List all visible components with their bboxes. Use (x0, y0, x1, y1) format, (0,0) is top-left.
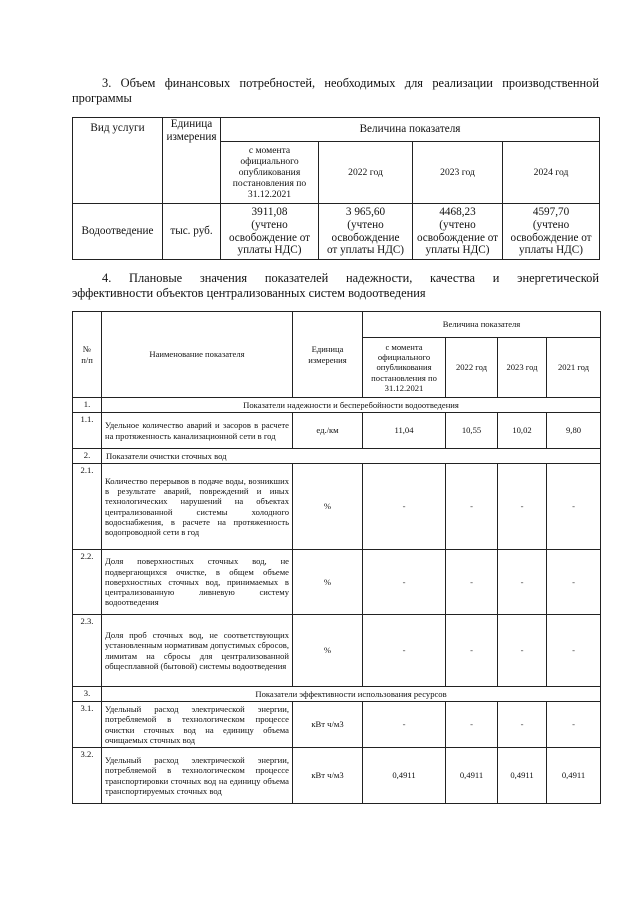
header-year-2023: 2023 год (413, 142, 503, 204)
row-num: 2.3. (73, 615, 102, 687)
cell-2023: - (498, 464, 547, 550)
group-num: 3. (73, 687, 102, 702)
header-indicator-name: Наименование показателя (102, 312, 293, 398)
row-unit: кВт ч/м3 (293, 702, 363, 748)
cell-2023: 0,4911 (498, 748, 547, 804)
group-row (73, 398, 601, 413)
cell-2021: - (547, 550, 601, 615)
cell-from-publication: 3911,08 (учтено освобождение от уплаты НДС) (221, 204, 319, 260)
row-unit: % (293, 464, 363, 550)
row-unit: % (293, 615, 363, 687)
row-num: 1.1. (73, 413, 102, 449)
row-indicator-name: Количество перерывов в подаче воды, возникших в результате аварий, повреждений и иных технологических нарушений на объектах централизованной системы холодного водоснабжения, в расчете на протяженность водопроводной сети в год (102, 464, 293, 550)
row-indicator-name: Удельное количество аварий и засоров в расчете на протяженность канализационной сети в год (102, 413, 293, 449)
cell-2023: 10,02 (498, 413, 547, 449)
cell-2022: - (446, 550, 498, 615)
cell-2021: - (547, 464, 601, 550)
cell-2023: 4468,23 (учтено освобождение от уплаты НДС) (413, 204, 503, 260)
header-from-publication: с момента официального опубликования постановления по 31.12.2021 (221, 142, 319, 204)
group-num: 1. (73, 398, 102, 413)
cell-2022: 3 965,60 (учтено освобождение от уплаты НДС) (319, 204, 413, 260)
table-row (73, 748, 601, 804)
row-num: 2.1. (73, 464, 102, 550)
header-year-2022: 2022 год (446, 338, 498, 398)
table-row (73, 464, 601, 550)
row-indicator-name: Доля проб сточных вод, не соответствующих установленным нормативам допустимых сбросов, лимитам на сбросы для централизованной общесплавной (бытовой) системы водоотведения (102, 615, 293, 687)
cell-2022: - (446, 615, 498, 687)
row-num: 3.1. (73, 702, 102, 748)
indicators-table (72, 311, 601, 804)
cell-2024: 4597,70 (учтено освобождение от уплаты НДС) (503, 204, 600, 260)
cell-from-publication: - (363, 464, 446, 550)
section-3-title-line-1: 3. Объем финансовых потребностей, необходимых для реализации производственной (102, 76, 599, 90)
header-num: № п/п (73, 312, 102, 398)
group-row (73, 449, 601, 464)
header-year-2024: 2024 год (503, 142, 600, 204)
group-title: Показатели эффективности использования ресурсов (102, 687, 601, 702)
table-row (73, 702, 601, 748)
group-num: 2. (73, 449, 102, 464)
section-4-title-line-1: 4. Плановые значения показателей надежности, качества и энергетической (102, 271, 599, 285)
cell-2021: - (547, 615, 601, 687)
cell-from-publication: 0,4911 (363, 748, 446, 804)
table-row (73, 615, 601, 687)
section-3-title (72, 76, 599, 106)
cell-2023: - (498, 615, 547, 687)
table-row (73, 550, 601, 615)
header-year-2021: 2021 год (547, 338, 601, 398)
cell-2022: 0,4911 (446, 748, 498, 804)
header-unit: Единица измерения (293, 312, 363, 398)
cell-2021: - (547, 702, 601, 748)
header-year-2022: 2022 год (319, 142, 413, 204)
group-row (73, 687, 601, 702)
cell-2022: - (446, 464, 498, 550)
row-num: 2.2. (73, 550, 102, 615)
row-unit: % (293, 550, 363, 615)
cell-from-publication: 11,04 (363, 413, 446, 449)
row-unit: тыс. руб. (163, 204, 221, 260)
header-service-type: Вид услуги (73, 118, 163, 204)
cell-from-publication: - (363, 550, 446, 615)
header-value: Величина показателя (221, 118, 600, 142)
group-title: Показатели очистки сточных вод (102, 449, 601, 464)
row-indicator-name: Удельный расход электрической энергии, потребляемой в технологическом процессе транспортировки сточных вод на единицу объема транспортируемых сточных вод (102, 748, 293, 804)
table-row (73, 413, 601, 449)
section-3-title-line-2: программы (72, 91, 132, 105)
header-value: Величина показателя (363, 312, 601, 338)
header-from-publication: с момента официального опубликования постановления по 31.12.2021 (363, 338, 446, 398)
cell-2023: - (498, 550, 547, 615)
row-indicator-name: Удельный расход электрической энергии, потребляемой в технологическом процессе очистки сточных вод на единицу объема очищаемых сточных вод (102, 702, 293, 748)
cell-2021: 0,4911 (547, 748, 601, 804)
row-indicator-name: Доля поверхностных сточных вод, не подвергающихся очистке, в общем объеме поверхностных сточных вод, принимаемых в централизованную ливневую систему водоотведения (102, 550, 293, 615)
row-service: Водоотведение (73, 204, 163, 260)
header-unit: Единица измерения (163, 118, 221, 204)
cell-from-publication: - (363, 702, 446, 748)
cell-2022: - (446, 702, 498, 748)
section-4-title-line-2: эффективности объектов централизованных систем водоотведения (72, 286, 426, 300)
group-title: Показатели надежности и бесперебойности водоотведения (102, 398, 601, 413)
financial-needs-table (72, 117, 600, 260)
row-unit: кВт ч/м3 (293, 748, 363, 804)
cell-2021: 9,80 (547, 413, 601, 449)
cell-2022: 10,55 (446, 413, 498, 449)
row-unit: ед./км (293, 413, 363, 449)
table-row (73, 204, 600, 260)
header-year-2023: 2023 год (498, 338, 547, 398)
cell-from-publication: - (363, 615, 446, 687)
section-4-title (72, 271, 599, 301)
cell-2023: - (498, 702, 547, 748)
row-num: 3.2. (73, 748, 102, 804)
